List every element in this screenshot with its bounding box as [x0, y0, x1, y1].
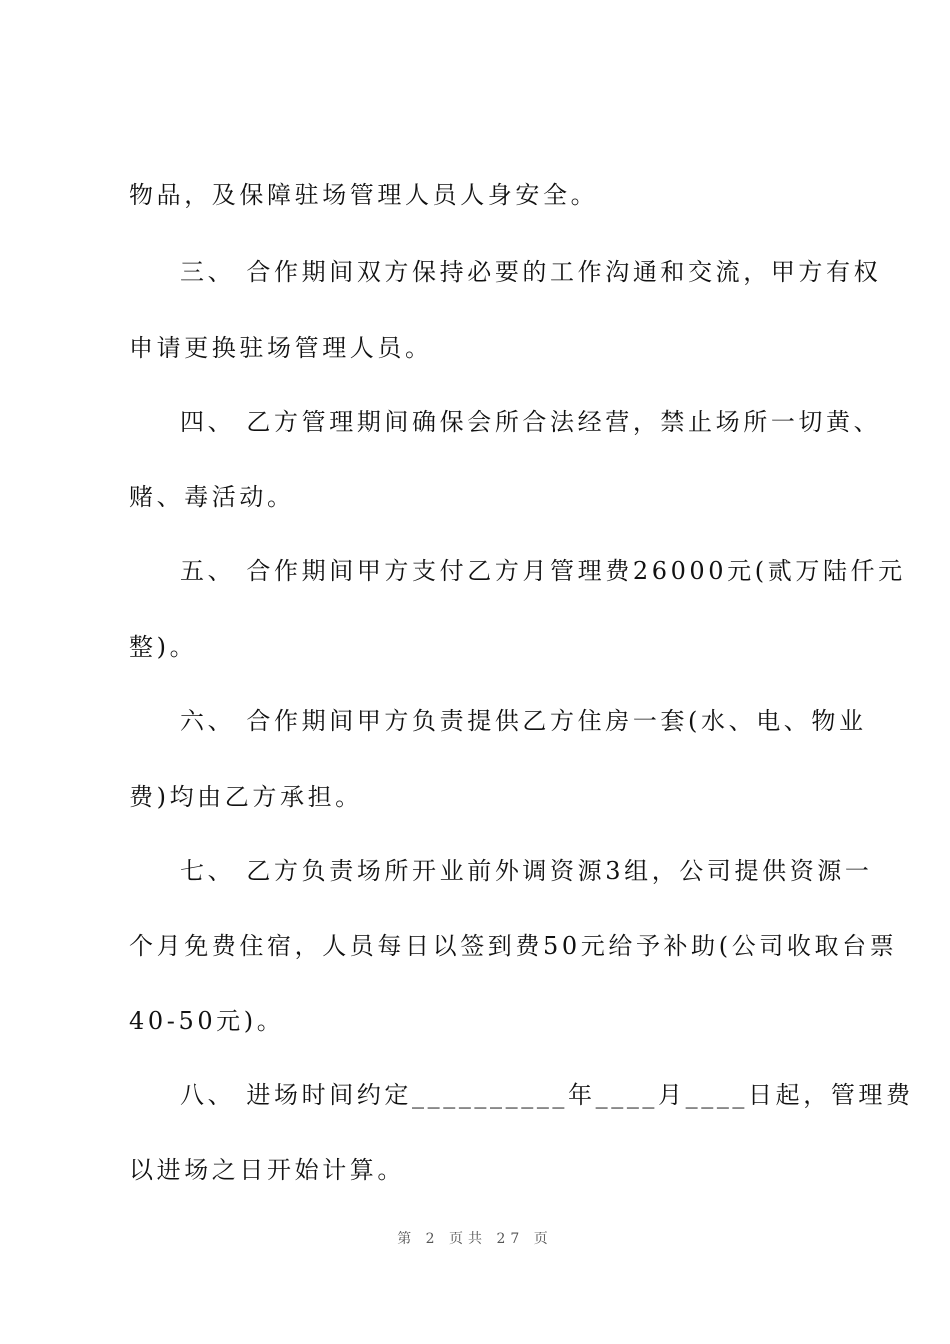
clause-6-line-1: 六、 合作期间甲方负责提供乙方住房一套(水、电、物业 [180, 707, 867, 735]
page-number-footer: 第 2 页共 27 页 [397, 1231, 553, 1247]
clause-7-line-3: 40-50元)。 [129, 1007, 285, 1035]
text-line-1: 物品，及保障驻场管理人员人身安全。 [129, 181, 599, 209]
clause-5-line-1: 五、 合作期间甲方支付乙方月管理费26000元(贰万陆仟元 [180, 557, 906, 585]
clause-4-line-2: 赌、毒活动。 [129, 483, 295, 511]
clause-8-line-2: 以进场之日开始计算。 [129, 1156, 405, 1184]
clause-7-line-1: 七、 乙方负责场所开业前外调资源3组，公司提供资源一 [180, 857, 873, 885]
clause-3-line-1: 三、 合作期间双方保持必要的工作沟通和交流，甲方有权 [180, 258, 882, 286]
clause-5-line-2: 整)。 [129, 633, 198, 661]
clause-8-line-1: 八、 进场时间约定__________年____月____日起，管理费 [180, 1081, 914, 1109]
clause-4-line-1: 四、 乙方管理期间确保会所合法经营，禁止场所一切黄、 [180, 408, 882, 436]
clause-7-line-2: 个月免费住宿，人员每日以签到费50元给予补助(公司收取台票 [129, 932, 898, 960]
clause-6-line-2: 费)均由乙方承担。 [129, 783, 363, 811]
clause-3-line-2: 申请更换驻场管理人员。 [129, 334, 433, 362]
